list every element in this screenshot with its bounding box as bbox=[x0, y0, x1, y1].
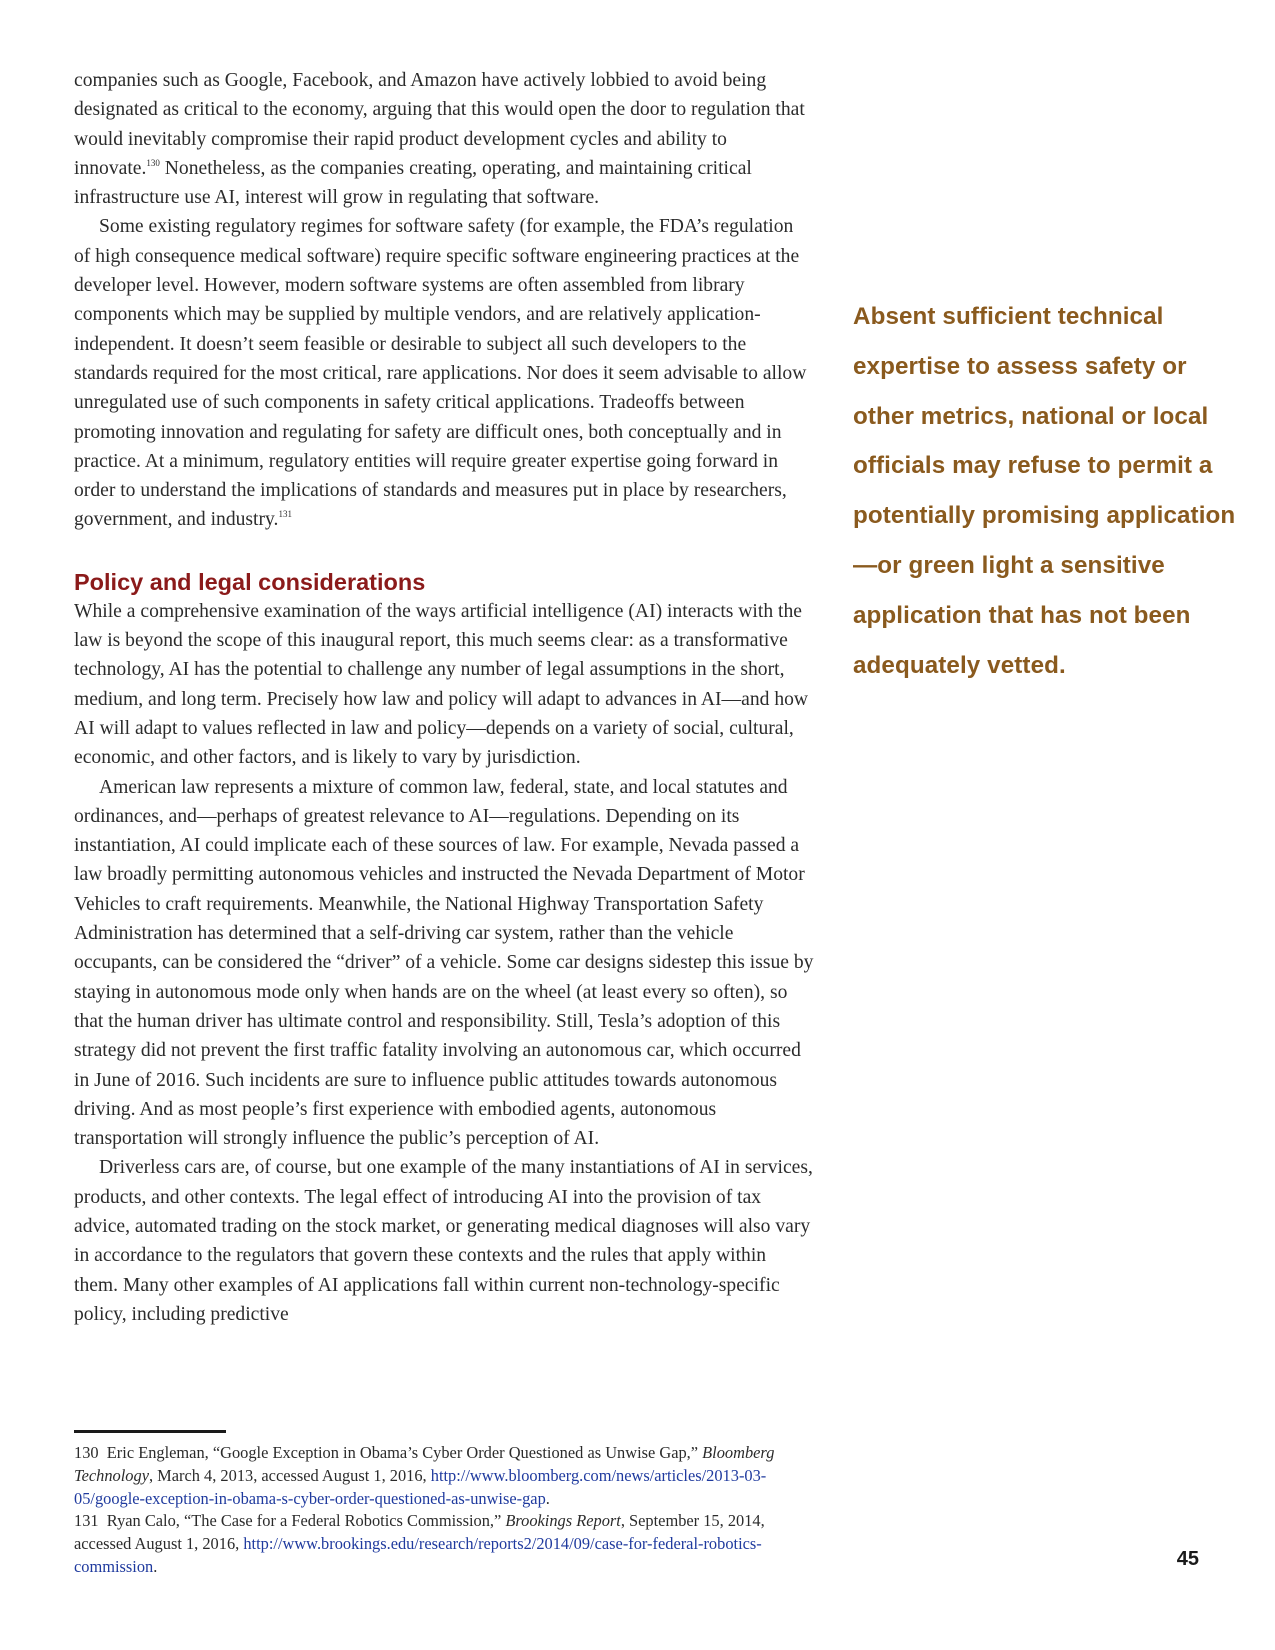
footnotes bbox=[74, 1442, 814, 1579]
paragraph: companies such as Google, Facebook, and Amazon have actively lobbied to avoid being designated as critical to the economy, arguing that this would open the door to regulation that would inevitably compromise their rapid product development cycles and ability to innovate.$^{130}$ Nonetheless, as the companies creating, operating, and maintaining critical infrastructure use AI, interest will grow in regulating that software. bbox=[74, 70, 805, 209]
paragraph: American law represents a mixture of common law, federal, state, and local statutes and ordinances, and—perhaps of greatest relevance to AI—regulations. Depending on its instantiation, AI could implicate each of these sources of law. For example, Nevada passed a law broadly permitting autonomous vehicles and instructed the Nevada Department of Motor Vehicles to craft requirements. Meanwhile, the National Highway Transportation Safety Administration has determined that a self-driving car system, rather than the vehicle occupants, can be considered the “driver” of a vehicle. Some car designs sidestep this issue by staying in autonomous mode only when hands are on the wheel (at least every so often), so that the human driver has ultimate control and responsibility. Still, Tesla’s adoption of this strategy did not prevent the first traffic fatality involving an autonomous car, which occurred in June of 2016. Such incidents are sure to influence public attitudes towards autonomous driving. And as most people’s first experience with embodied agents, autonomous transportation will strongly influence the public’s perception of AI. bbox=[74, 776, 814, 1150]
paragraph: Driverless cars are, of course, but one example of the many instantiations of AI in services, products, and other contexts. The legal effect of introducing AI into the provision of tax advice, automated trading on the stock market, or generating medical diagnoses will also vary in accordance to the regulators that govern these contexts and the rules that apply within them. Many other examples of AI applications fall within current non-technology-specific policy, including predictive bbox=[74, 1157, 813, 1325]
pull-quote: Absent sufficient technical expertise to assess safety or other metrics, national or local officials may refuse to permit a potentially promising application—or green light a sensitive application that has not been adequately vetted. bbox=[853, 303, 1236, 679]
paragraph: Some existing regulatory regimes for software safety (for example, the FDA’s regulation of high consequence medical software) require specific software engineering practices at the developer level. However, modern software systems are often assembled from library components which may be supplied by multiple vendors, and are relatively application-independent. It doesn’t seem feasible or desirable to subject all such developers to the standards required for the most critical, rare applications. Nor does it seem advisable to allow unregulated use of such components in safety critical applications. Tradeoffs between promoting innovation and regulating for safety are difficult ones, both conceptually and in practice. At a minimum, regulatory entities will require greater expertise going forward in order to understand the implications of standards and measures put in place by researchers, government, and industry.$^{131}$ bbox=[74, 216, 807, 531]
footnote-131: 131 Ryan Calo, “The Case for a Federal Robotics Commission,” Brookings Report, September 15, 2014, accessed August 1, 2016, http://www.brookings.edu/research/reports2/2014/09/case-for-federal-robotics-commission. bbox=[74, 1511, 765, 1576]
page-number: 45 bbox=[1176, 1548, 1199, 1570]
main-column bbox=[74, 66, 814, 1329]
paragraph: While a comprehensive examination of the ways artificial intelligence (AI) interacts with the law is beyond the scope of this inaugural report, this much seems clear: as a transformative technology, AI has the potential to challenge any number of legal assumptions in the short, medium, and long term. Precisely how law and policy will adapt to advances in AI—and how AI will adapt to values reflected in law and policy—depends on a variety of social, cultural, economic, and other factors, and is likely to vary by jurisdiction. bbox=[74, 600, 809, 769]
footnote-link[interactable]: http://www.brookings.edu/research/reports2/2014/09/case-for-federal-robotics-commission bbox=[74, 1534, 762, 1576]
footnote-130: 130 Eric Engleman, “Google Exception in Obama’s Cyber Order Questioned as Unwise Gap,” Bloomberg Technology, March 4, 2013, accessed August 1, 2016, http://www.bloomberg.com/news/articles/2013-03-05/google-exception-in-obama-s-cyber-order-questioned-as-unwise-gap. bbox=[74, 1443, 775, 1508]
section-heading: Policy and legal considerations bbox=[74, 568, 426, 595]
footnote-divider bbox=[74, 1430, 226, 1433]
footnote-ref-131[interactable]: 131 bbox=[278, 509, 292, 520]
footnote-link[interactable]: http://www.bloomberg.com/news/articles/2013-03-05/google-exception-in-obama-s-cyber-order-questioned-as-unwise-gap bbox=[74, 1465, 767, 1508]
footnote-ref-130[interactable]: 130 bbox=[146, 157, 160, 168]
